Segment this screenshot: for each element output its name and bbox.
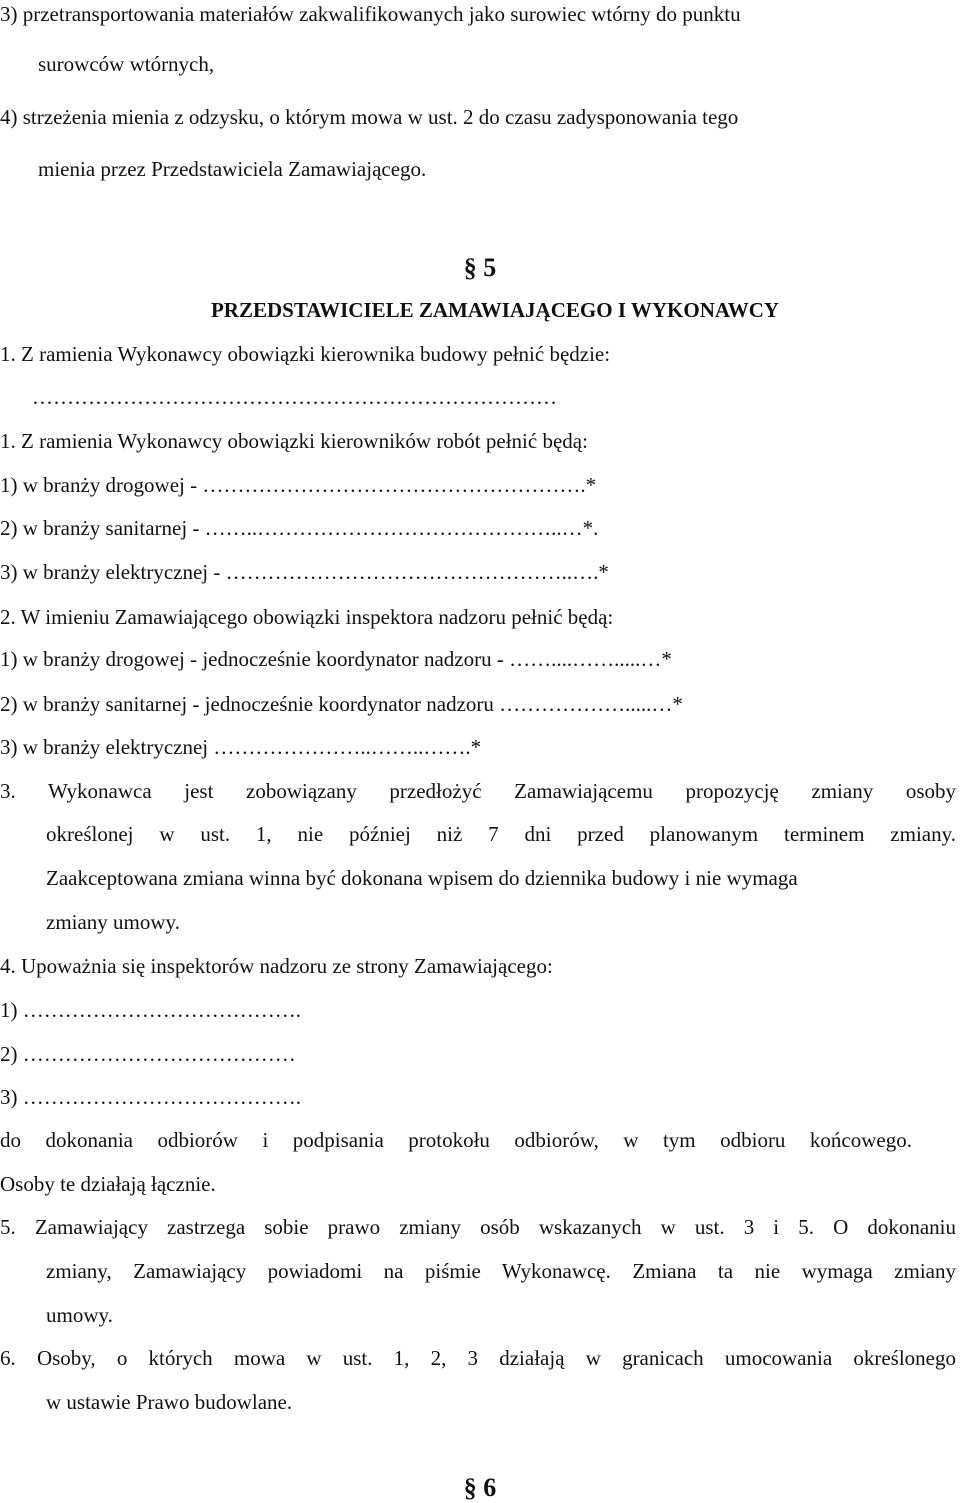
text-line: 5. Zamawiający zastrzega sobie prawo zmiany osób wskazanych w ust. 3 i 5. O dokonaniu [0,1215,956,1239]
text-line: 1) …………………………………. [0,998,301,1022]
text-line: do dokonania odbiorów i podpisania protokołu odbiorów, w tym odbioru końcowego. [0,1128,912,1152]
text-line: w ustawie Prawo budowlane. [46,1390,293,1414]
text-line: Osoby te działają łącznie. [0,1172,216,1196]
text-line: 3) w branży elektrycznej - …………………………………………..….* [0,560,609,584]
text-line: Zaakceptowana zmiana winna być dokonana wpisem do dziennika budowy i nie wymaga [46,866,798,890]
text-line: 4) strzeżenia mienia z odzysku, o którym mowa w ust. 2 do czasu zadysponowania tego [0,105,739,129]
text-line: 3) w branży elektrycznej …………………..……..…….* [0,735,482,759]
text-line: 2. W imieniu Zamawiającego obowiązki inspektora nadzoru pełnić będą: [0,605,614,629]
text-line: 2) w branży sanitarnej - jednocześnie koordynator nadzoru ……………….....…* [0,692,683,716]
text-line: 3. Wykonawca jest zobowiązany przedłożyć Zamawiającemu propozycję zmiany osoby [0,779,956,803]
text-line: 1) w branży drogowej - ……………………………………………….* [0,473,597,497]
section-number-5: § 5 [463,253,497,282]
text-line: 2) w branży sanitarnej - ……..……………………………………..…*. [0,516,599,540]
text-line: zmiany umowy. [46,910,180,934]
text-line: 1) w branży drogowej - jednocześnie koordynator nadzoru - ……....…….....…* [0,647,672,671]
text-line: umowy. [46,1303,113,1327]
text-line: surowców wtórnych, [38,52,215,76]
text-line: określonej w ust. 1, nie później niż 7 dni przed planowanym terminem zmiany. [46,822,956,846]
text-line: 6. Osoby, o których mowa w ust. 1, 2, 3 działają w granicach umocowania określonego [0,1346,956,1370]
text-line: 3) przetransportowania materiałów zakwalifikowanych jako surowiec wtórny do punktu [0,2,741,26]
text-line: 1. Z ramienia Wykonawcy obowiązki kierownika budowy pełnić będzie: [0,342,611,366]
text-line: 3) …………………………………. [0,1085,301,1109]
text-line: 4. Upoważnia się inspektorów nadzoru ze strony Zamawiającego: [0,954,553,978]
text-line: 1. Z ramienia Wykonawcy obowiązki kierowników robót pełnić będą: [0,429,588,453]
section-number-6: § 6 [463,1473,497,1502]
section-title: PRZEDSTAWICIELE ZAMAWIAJĄCEGO I WYKONAWCY [210,298,780,322]
text-line: 2) ………………………………… [0,1042,296,1066]
text-line: mienia przez Przedstawiciela Zamawiającego. [38,157,427,181]
text-line: zmiany, Zamawiający powiadomi na piśmie Wykonawcę. Zmiana ta nie wymaga zmiany [46,1259,956,1283]
dotted-line: ………………………………………………………………… [32,385,557,409]
